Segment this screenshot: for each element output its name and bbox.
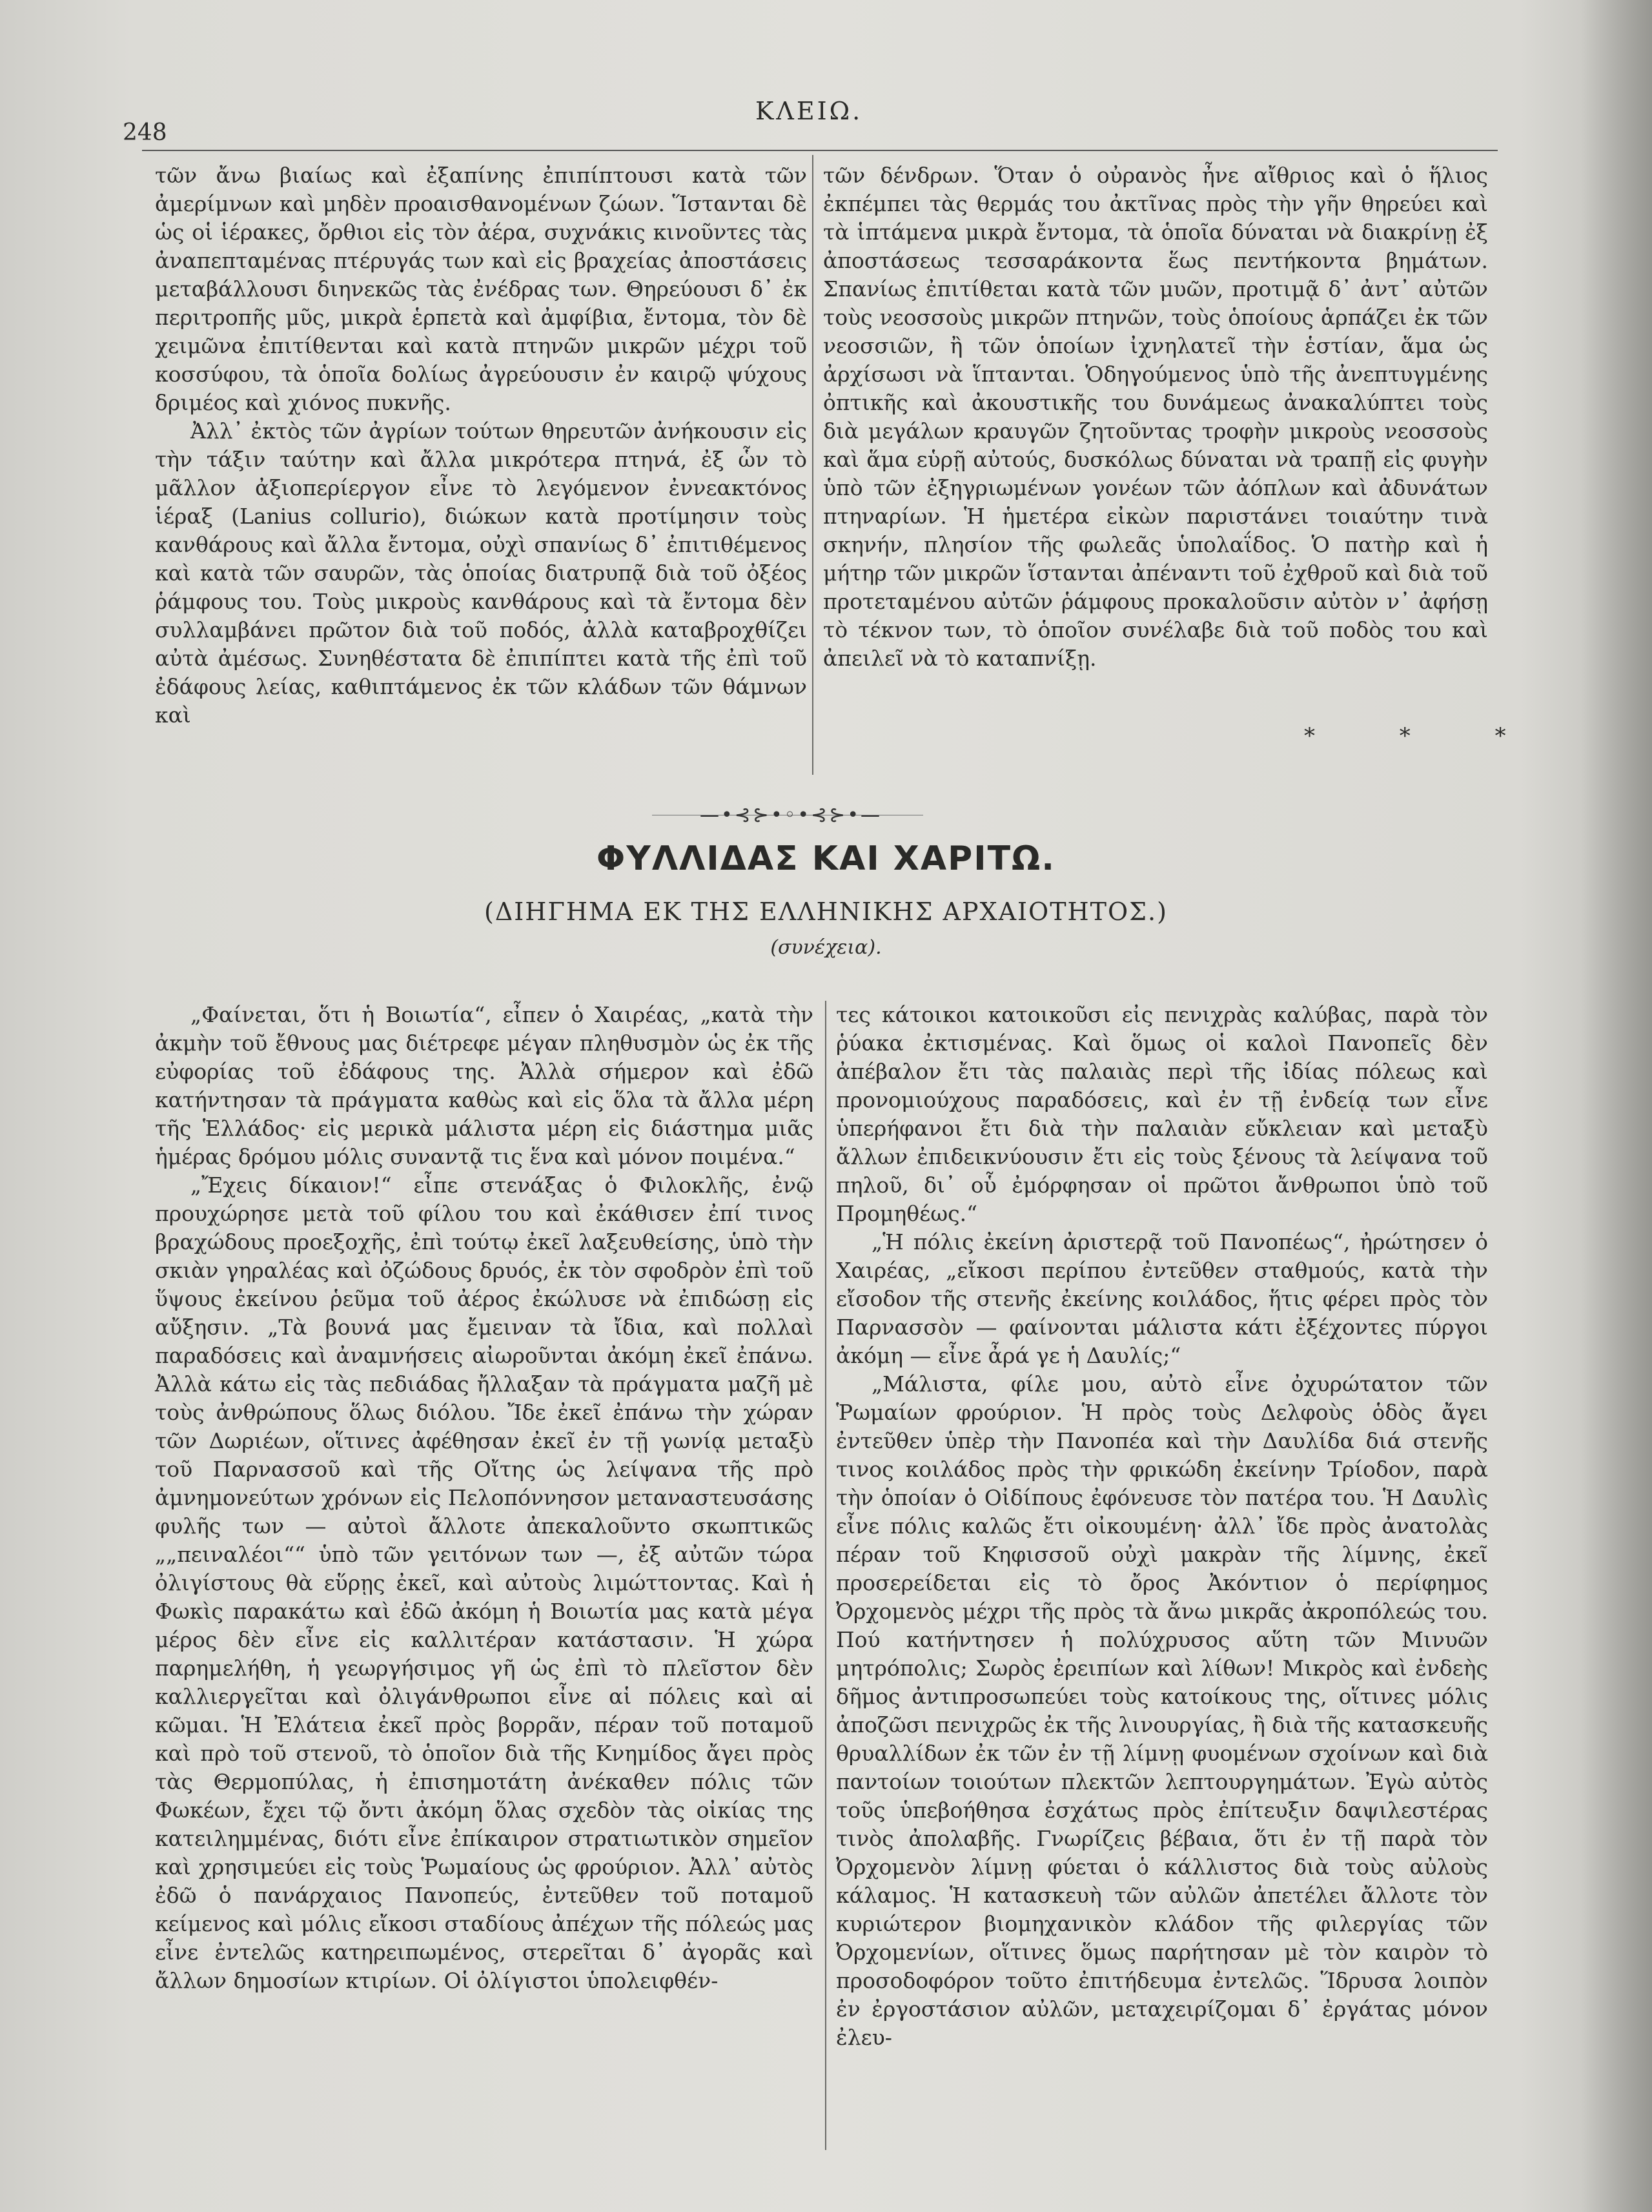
running-head: ΚΛΕΙΩ. xyxy=(755,97,863,125)
paragraph: „Ἡ πόλις ἐκείνη ἀριστερᾷ τοῦ Πανοπέως“, ἠρώτησεν ὁ Χαιρέας, „εἴκοσι περίπου ἐντεῦθεν σταθμούς, κατὰ τὴν εἴσοδον τῆς στενῆς ἐκείνης κοιλάδος, ἥτις φέρει πρὸς τὸν Παρνασσὸν — φαίνονται μάλιστα κάτι ἐξέχοντες πύργοι ἀκόμη — εἶνε ἆρά γε ἡ Δαυλίς;“ xyxy=(836,1229,1488,1368)
paragraph: Ἀλλ᾽ ἐκτὸς τῶν ἀγρίων τούτων θηρευτῶν ἀνήκουσιν εἰς τὴν τάξιν ταύτην καὶ ἄλλα μικρότερα πτηνά, ἐξ ὧν τὸ μᾶλλον ἀξιοπερίεργον εἶνε τὸ λεγόμενον ἐννεακτόνος ἱέραξ (Lanius collurio), διώκων κατὰ προτίμησιν τοὺς κανθάρους καὶ ἄλλα ἔντομα, οὐχὶ σπανίως δ᾽ ἐπιτιθέμενος καὶ κατὰ τῶν σαυρῶν, τὰς ὁποίας διατρυπᾷ διὰ τοῦ ὀξέος ῥάμφους του. Τοὺς μικροὺς κανθάρους καὶ τὰ ἔντομα δὲν συλλαμβάνει πρῶτον διὰ τοῦ ποδός, ἀλλὰ καταβροχθίζει αὐτὰ ἀμέσως. Συνηθέστατα δὲ ἐπιπίπτει κατὰ τῆς ἐπὶ τοῦ ἐδάφους λείας, καθιπτάμενος ἐκ τῶν κλάδων τῶν θάμνων καὶ xyxy=(155,418,807,728)
paragraph: „Ἔχεις δίκαιον!“ εἶπε στενάξας ὁ Φιλοκλῆς, ἐνῷ προυχώρησε μετὰ τοῦ φίλου του καὶ ἐκάθισεν ἐπί τινος βραχώδους προεξοχῆς, ἐπὶ τούτῳ ἐκεῖ λαξευθείσης, ὑπὸ τὴν σκιὰν γηραλέας καὶ ὀζώδους δρυός, ἐκ τὸν σφοδρὸν ἐπὶ τοῦ ὕψους ἐκείνου ῥεῦμα τοῦ ἀέρος ἐκώλυσε νὰ ἐπιδώσῃ εἰς αὔξησιν. „Τὰ βουνά μας ἔμειναν τὰ ἴδια, καὶ πολλαὶ παραδόσεις καὶ ἀναμνήσεις αἰωροῦνται ἀκόμη ἐκεῖ ἐπάνω. Ἀλλὰ κάτω εἰς τὰς πεδιάδας ἤλλαξαν τὰ πράγματα μαζῆ μὲ τοὺς ἀνθρώπους ὅλως διόλου. Ἴδε ἐκεῖ ἐπάνω τὴν χώραν τῶν Δωριέων, οἵτινες ἀφέθησαν ἐκεῖ ἐν τῇ γωνίᾳ μεταξὺ τοῦ Παρνασσοῦ καὶ τῆς Οἴτης ὡς λείψανα τῆς πρὸ ἀμνημονεύτων χρόνων εἰς Πελοπόννησον μεταναστευσάσης φυλῆς των — αὐτοὶ ἄλλοτε ἀπεκαλοῦντο σκωπτικῶς „„πειναλέοι““ ὑπὸ τῶν γειτόνων των —, ἐξ αὐτῶν τώρα ὀλιγίστους θὰ εὕρῃς ἐκεῖ, καὶ αὐτοὺς λιμώττοντας. Καὶ ἡ Φωκὶς παρακάτω καὶ ἐδῶ ἀκόμη ἡ Βοιωτία μας κατὰ μέγα μέρος δὲν εἶνε εἰς καλλιτέραν κατάστασιν. Ἡ χώρα παρημελήθη, ἡ γεωργήσιμος γῆ ὡς ἐπὶ τὸ πλεῖστον δὲν καλλιεργεῖται καὶ ὀλιγάνθρωποι εἶνε αἱ πόλεις καὶ αἱ κῶμαι. Ἡ Ἐλάτεια ἐκεῖ πρὸς βορρᾶν, πέραν τοῦ ποταμοῦ καὶ πρὸ τοῦ στενοῦ, τὸ ὁποῖον διὰ τῆς Κνημίδος ἄγει πρὸς τὰς Θερμοπύλας, ἡ ἐπισημοτάτη ἀνέκαθεν πόλις τῶν Φωκέων, ἔχει τῷ ὄντι ἀκόμη ὅλας σχεδὸν τὰς οἰκίας της κατειλημμένας, διότι εἶνε ἐπίκαιρον στρατιωτικὸν σημεῖον καὶ χρησιμεύει εἰς τοὺς Ῥωμαίους ὡς φρούριον. Ἀλλ᾽ αὐτὸς ἐδῶ ὁ πανάρχαιος Πανοπεύς, ἐντεῦθεν τοῦ ποταμοῦ κείμενος καὶ μόλις εἴκοσι σταδίους ἀπέχων τῆς πόλεώς μας εἶνε ἐντελῶς κατηρειπωμένος, στερεῖται δ᾽ ἀγορᾶς καὶ ἄλλων δημοσίων κτιρίων. Οἱ ὀλίγιστοι ὑπολειφθέν- xyxy=(155,1173,813,1993)
decorative-ornament: —•⊰⊱•◦•⊰⊱•— xyxy=(699,804,882,826)
top-left-column xyxy=(155,161,807,775)
paragraph: „Φαίνεται, ὅτι ἡ Βοιωτία“, εἶπεν ὁ Χαιρέας, „κατὰ τὴν ἀκμὴν τοῦ ἔθνους μας διέτρεφε μέγαν πληθυσμὸν ὡς ἐκ τῆς εὐφορίας τοῦ ἐδάφους της. Ἀλλὰ σήμερον καὶ ἐδῶ κατήντησαν τὰ πράγματα καθὼς καὶ εἰς ὅλα τὰ ἄλλα μέρη τῆς Ἑλλάδος· εἰς μερικὰ μάλιστα μέρη εἰς διάστημα μιᾶς ἡμέρας δρόμου μόλις συναντᾷ τις ἕνα καὶ μόνον ποιμένα.“ xyxy=(155,1002,813,1169)
page-number: 248 xyxy=(123,119,167,146)
article-right-column xyxy=(836,1001,1488,2163)
continuation-note: (συνέχεια). xyxy=(770,936,882,959)
column-divider xyxy=(812,155,813,775)
paragraph: τῶν δένδρων. Ὅταν ὁ οὐρανὸς ἦνε αἴθριος καὶ ὁ ἥλιος ἐκπέμπει τὰς θερμάς του ἀκτῖνας πρὸς τὴν γῆν θηρεύει καὶ τὰ ἱπτάμενα μικρὰ ἔντομα, τὰ ὁποῖα δύναται νὰ διακρίνῃ ἐξ ἀποστάσεως τεσσαράκοντα ἕως πεντήκοντα βημάτων. Σπανίως ἐπιτίθεται κατὰ τῶν μυῶν, προτιμᾷ δ᾽ ἀντ᾽ αὐτῶν τοὺς νεοσσοὺς μικρῶν πτηνῶν, τοὺς ὁποίους ἁρπάζει ἐκ τῶν νεοσσιῶν, ἢ τῶν ὁποίων ἰχνηλατεῖ τὴν ἑστίαν, ἅμα ὡς ἀρχίσωσι νὰ ἵπτανται. Ὁδηγούμενος ὑπὸ τῆς ἀνεπτυγμένης ὀπτικῆς καὶ ἀκουστικῆς του δυνάμεως ἀνακαλύπτει τοὺς διὰ μεγάλων κραυγῶν ζητοῦντας τροφὴν μικροὺς νεοσσοὺς καὶ ἅμα εὑρῇ αὐτούς, δυσκόλως δύναται νὰ τραπῇ εἰς φυγὴν ὑπὸ τῶν ἐξηγριωμένων γονέων τῶν ἀόπλων καὶ ἀδυνάτων πτηναρίων. Ἡ ἡμετέρα εἰκὼν παριστάνει τοιαύτην τινὰ σκηνήν, πλησίον τῆς φωλεᾶς ὑπολαΐδος. Ὁ πατὴρ καὶ ἡ μήτηρ τῶν μικρῶν ἵστανται ἀπέναντι τοῦ ἐχθροῦ καὶ διὰ τοῦ προτεταμένου αὐτῶν ῥάμφους προκαλοῦσιν αὐτὸν ν᾽ ἀφήσῃ τὸ τέκνον των, τὸ ὁποῖον συνέλαβε διὰ τοῦ ποδὸς του καὶ ἀπειλεῖ νὰ τὸ καταπνίξῃ. xyxy=(823,163,1488,671)
top-right-column xyxy=(823,161,1488,742)
section-break-asterisms: * * * xyxy=(1304,723,1545,749)
article-left-column xyxy=(155,1001,813,2163)
paragraph: τες κάτοικοι κατοικοῦσι εἰς πενιχρὰς καλύβας, παρὰ τὸν ῥύακα ἐκτισμένας. Καὶ ὅμως οἱ καλοὶ Πανοπεῖς δὲν ἀπέβαλον ἔτι τὰς παλαιὰς περὶ τῆς ἰδίας πόλεως καὶ προνομιούχους παραδόσεις, καὶ ἐν τῇ ἐνδείᾳ των εἶνε ὑπερήφανοι ἔτι διὰ τὴν παλαιὰν εὔκλειαν καὶ μεταξὺ ἄλλων ἐπιδεικνύουσιν ἔτι εἰς τοὺς ξένους τὰ λείψανα τοῦ πηλοῦ, δι᾽ οὗ ἐμόρφησαν οἱ πρῶτοι ἄνθρωποι ὑπὸ τοῦ Προμηθέως.“ xyxy=(836,1002,1488,1226)
binding-shadow xyxy=(1581,0,1652,2212)
header-rule xyxy=(142,150,1498,151)
article-title: ΦΥΛΛΙΔΑΣ ΚΑΙ ΧΑΡΙΤΩ. xyxy=(596,839,1056,878)
column-divider xyxy=(825,1001,826,2150)
paragraph: τῶν ἄνω βιαίως καὶ ἐξαπίνης ἐπιπίπτουσι κατὰ τῶν ἀμερίμνων καὶ μηδὲν προαισθανομένων ζώων. Ἵστανται δὲ ὡς οἱ ἱέρακες, ὄρθιοι εἰς τὸν ἀέρα, συχνάκις κινοῦντες τὰς ἀναπεπταμένας πτέρυγάς των καὶ εἰς βραχείας ἀποστάσεις μεταβάλλουσι διηνεκῶς τὰς ἐνέδρας των. Θηρεύουσι δ᾽ ἐκ περιτροπῆς μῦς, μικρὰ ἑρπετὰ καὶ ἀμφίβια, ἔντομα, τὸν δὲ χειμῶνα ἐπιτίθενται καὶ κατὰ πτηνῶν μικρῶν μέχρι τοῦ κοσσύφου, τὰ ὁποῖα δολίως ἀγρεύουσιν ἐν καιρῷ ψύχους δριμέος καὶ χιόνος πυκνῆς. xyxy=(155,163,807,415)
paragraph: „Μάλιστα, φίλε μου, αὐτὸ εἶνε ὀχυρώτατον τῶν Ῥωμαίων φρούριον. Ἡ πρὸς τοὺς Δελφοὺς ὁδὸς ἄγει ἐντεῦθεν ὑπὲρ τὴν Πανοπέα καὶ τὴν Δαυλίδα διά στενῆς τινος κοιλάδος πρὸς τὴν φρικώδη ἐκείνην Τρίοδον, παρὰ τὴν ὁποίαν ὁ Οἰδίπους ἐφόνευσε τὸν πατέρα του. Ἡ Δαυλὶς εἶνε πόλις καλῶς ἔτι οἰκουμένη· ἀλλ᾽ ἴδε πρὸς ἀνατολὰς πέραν τοῦ Κηφισσοῦ οὐχὶ μακρὰν τῆς λίμνης, ἐκεῖ προσερείδεται εἰς τὸ ὄρος Ἀκόντιον ὁ περίφημος Ὀρχομενὸς μέχρι τῆς πρὸς τὰ ἄνω μικρᾶς ἀκροπόλεώς του. Πού κατήντησεν ἡ πολύχρυσος αὕτη τῶν Μινυῶν μητρόπολις; Σωρὸς ἐρειπίων καὶ λίθων! Μικρὸς καὶ ἐνδεὴς δῆμος ἀντιπροσωπεύει τοὺς κατοίκους της, οἵτινες μόλις ἀποζῶσι πενιχρῶς ἐκ τῆς λινουργίας, ἢ διὰ τῆς κατασκευῆς θρυαλλίδων ἐκ τῶν ἐν τῇ λίμνῃ φυομένων σχοίνων καὶ διὰ παντοίων τοιούτων πλεκτῶν λεπτουργημάτων. Ἐγὼ αὐτὸς τοῦς ὑπεβοήθησα ἐσχάτως πρὸς ἐπίτευξιν δαψιλεστέρας τινὸς ἀπολαβῆς. Γνωρίζεις βέβαια, ὅτι ἐν τῇ παρὰ τὸν Ὀρχομενὸν λίμνῃ φύεται ὁ κάλλιστος διὰ τοὺς αὐλοὺς κάλαμος. Ἡ κατασκευὴ τῶν αὐλῶν ἀπετέλει ἄλλοτε τὸν κυριώτερον βιομηχανικὸν κλάδον τῆς φιλεργίας τῶν Ὀρχομενίων, οἵτινες ὅμως παρήτησαν μὲ τὸν καιρὸν τὸ προσοδοφόρον τοῦτο ἐπιτήδευμα ἐντελῶς. Ἵδρυσα λοιπὸν ἐν ἐργοστάσιον αὐλῶν, μεταχειρίζομαι δ᾽ ἐργάτας μόνον ἐλευ- xyxy=(836,1371,1488,2050)
article-subtitle: (ΔΙΗΓΗΜΑ ΕΚ ΤΗΣ ΕΛΛΗΝΙΚΗΣ ΑΡΧΑΙΟΤΗΤΟΣ.) xyxy=(484,897,1168,926)
